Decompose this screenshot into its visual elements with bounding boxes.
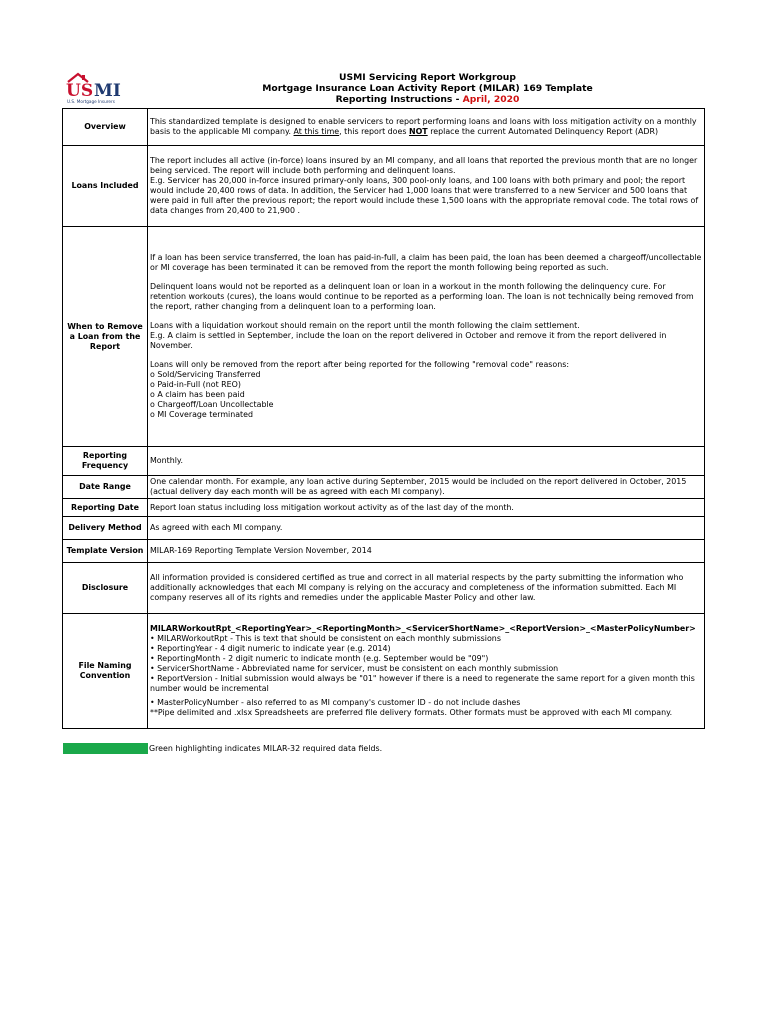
when-to-remove-p4: Loans will only be removed from the report after being reported for the following "removal code" reasons: o Sold/Servicing Transferred o Paid-in-Full (not REO) o A claim has been paid o Chargeoff/Loan Uncollectable o MI Coverage terminated	[150, 360, 569, 419]
row-overview	[63, 109, 705, 146]
reporting-frequency-label: Reporting Frequency	[63, 447, 148, 476]
overview-text-part-5: replace the current Automated Delinquency Report (ADR)	[427, 127, 659, 136]
date-range-label: Date Range	[63, 476, 148, 499]
document-header	[150, 72, 705, 105]
file-naming-bullet-2: • ReportingYear - 4 digit numeric to indicate year (e.g. 2014)	[150, 644, 391, 653]
overview-text-not: NOT	[408, 127, 428, 136]
template-version-label: Template Version	[63, 540, 148, 563]
row-when-to-remove	[63, 227, 705, 447]
when-to-remove-label: When to Remove a Loan from the Report	[63, 227, 148, 447]
svg-text:MI: MI	[94, 81, 121, 101]
row-disclosure	[63, 563, 705, 614]
when-to-remove-text	[148, 227, 705, 447]
usmi-logo	[64, 72, 126, 104]
row-date-range	[63, 476, 705, 499]
when-to-remove-p2: Delinquent loans would not be reported as a delinquent loan or loan in a workout in the month following the delinquency cure. For retention workouts (cures), the loans would continue to be reported as a performing loan. The loan is not technically being removed from the report, rather changing from a delinquent loan to a performing loan.	[150, 282, 694, 311]
file-naming-bullet-6: • MasterPolicyNumber - also referred to as MI company's customer ID - do not include dashes	[150, 698, 521, 707]
overview-text-part-1: This standardized template is designed to enable servicers to report performing loans and loans with loss mitigation activity on a monthly basis to the applicable MI company.	[150, 117, 697, 136]
when-to-remove-p3: Loans with a liquidation workout should remain on the report until the month following the claim settlement. E.g. A claim is settled in September, include the loan on the report delivered in October and remove it from the report delivered in November.	[150, 321, 667, 350]
overview-text	[148, 109, 705, 146]
file-naming-note: **Pipe delimited and .xlsx Spreadsheets are preferred file delivery formats. Other formats must be approved with each MI company.	[150, 708, 673, 717]
file-naming-bullet-1: • MILARWorkoutRpt - This is text that should be consistent on each monthly submissions	[150, 634, 501, 643]
header-line-2: Mortgage Insurance Loan Activity Report (MILAR) 169 Template	[262, 83, 593, 94]
file-naming-label: File Naming Convention	[63, 614, 148, 729]
header-date: April, 2020	[462, 94, 520, 105]
disclosure-label: Disclosure	[63, 563, 148, 614]
overview-text-part-3: , this report does	[339, 127, 409, 136]
row-template-version	[63, 540, 705, 563]
row-reporting-frequency	[63, 447, 705, 476]
green-highlight-swatch	[63, 743, 148, 754]
template-version-text: MILAR-169 Reporting Template Version November, 2014	[148, 540, 705, 563]
row-file-naming	[63, 614, 705, 729]
row-delivery-method	[63, 517, 705, 540]
svg-text:US: US	[66, 81, 94, 101]
svg-text:U.S. Mortgage Insurers: U.S. Mortgage Insurers	[67, 99, 115, 104]
header-line-3	[150, 94, 705, 105]
reporting-date-label: Reporting Date	[63, 499, 148, 517]
reporting-date-text: Report loan status including loss mitigation workout activity as of the last day of the month.	[148, 499, 705, 517]
overview-label: Overview	[63, 109, 148, 146]
instructions-table	[62, 108, 705, 729]
file-naming-bullet-3: • ReportingMonth - 2 digit numeric to indicate month (e.g. September would be "09")	[150, 654, 489, 663]
row-reporting-date	[63, 499, 705, 517]
file-naming-pattern: MILARWorkoutRpt_<ReportingYear>_<ReportingMonth>_<ServicerShortName>_<ReportVersion>_<MasterPolicyNumber>	[150, 624, 696, 633]
file-naming-bullet-4: • ServicerShortName - Abbreviated name for servicer, must be consistent on each monthly submission	[150, 664, 559, 673]
file-naming-text	[148, 614, 705, 729]
when-to-remove-p1: If a loan has been service transferred, the loan has paid-in-full, a claim has been paid, the loan has been deemed a chargeoff/uncollectable or MI coverage has been terminated it can be removed from the report the month following being reported as such.	[150, 253, 702, 272]
delivery-method-text: As agreed with each MI company.	[148, 517, 705, 540]
loans-included-label: Loans Included	[63, 146, 148, 227]
file-naming-bullet-5: • ReportVersion - Initial submission would always be "01" however if there is a need to regenerate the same report for a given month this number would be incremental	[150, 674, 695, 693]
date-range-text: One calendar month. For example, any loan active during September, 2015 would be included on the report delivered in October, 2015 (actual delivery day each month will be as agreed with each MI company).	[148, 476, 705, 499]
reporting-frequency-text: Monthly.	[148, 447, 705, 476]
overview-text-at-this-time: At this time	[293, 127, 340, 136]
header-line-1: USMI Servicing Report Workgroup	[339, 72, 516, 83]
header-line-3-prefix: Reporting Instructions -	[335, 94, 463, 105]
legend	[62, 743, 705, 755]
disclosure-text: All information provided is considered certified as true and correct in all material respects by the party submitting the information who additionally acknowledges that each MI company is relying on the accuracy and completeness of the information submitted. Each MI company reserves all of its rights and remedies under the applicable Master Policy and other law.	[148, 563, 705, 614]
loans-included-text: The report includes all active (in-force) loans insured by an MI company, and all loans that reported the previous month that are no longer being serviced. The report will include both performing and delinquent loans. E.g. Servicer has 20,000 in-force insured primary-only loans, 300 pool-only loans, and 100 loans with both primary and pool; the report would include 20,400 rows of data. In addition, the Servicer had 1,000 loans that were transferred to a new Servicer and 500 loans that were paid in full after the previous report; the report would include these 1,500 loans with the appropriate removal code. The total rows of data changes from 20,400 to 21,900 .	[148, 146, 705, 227]
delivery-method-label: Delivery Method	[63, 517, 148, 540]
legend-text: Green highlighting indicates MILAR-32 required data fields.	[149, 744, 383, 753]
row-loans-included	[63, 146, 705, 227]
